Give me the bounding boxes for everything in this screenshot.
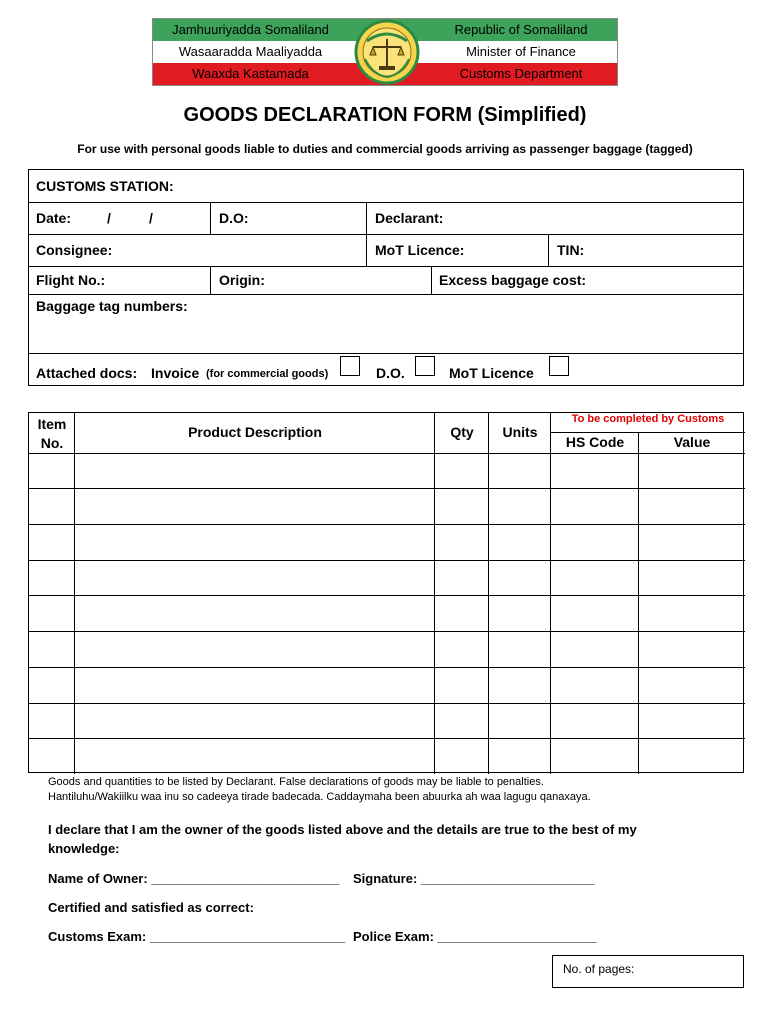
consignee-label: Consignee:	[36, 242, 113, 258]
header-left-line-1: Jamhuuriyadda Somaliland	[172, 22, 329, 37]
attached-docs-row	[28, 353, 744, 386]
declarant-label: Declarant:	[375, 210, 444, 226]
excess-baggage-label: Excess baggage cost:	[439, 272, 587, 288]
origin-label: Origin:	[219, 272, 265, 288]
mot-licence-field[interactable]	[366, 234, 549, 267]
header-banner	[152, 18, 618, 86]
flight-no-label: Flight No.:	[36, 272, 106, 288]
qty-header: Qty	[450, 424, 474, 440]
table-row[interactable]	[29, 489, 745, 524]
customs-exam-field[interactable]: Customs Exam: ___________________________	[48, 929, 346, 944]
date-label: Date:	[36, 210, 72, 226]
table-row[interactable]	[29, 525, 745, 560]
name-of-owner-field[interactable]: Name of Owner: __________________________	[48, 871, 340, 886]
customs-station-field[interactable]	[28, 169, 744, 203]
invoice-checkbox[interactable]	[340, 356, 360, 376]
date-separator-1: /	[107, 210, 111, 226]
date-separator-2: /	[149, 210, 153, 226]
table-row[interactable]	[29, 704, 745, 738]
police-exam-field[interactable]: Police Exam: ______________________	[353, 929, 597, 944]
declaration-statement-line-1: I declare that I am the owner of the goods listed above and the details are true to the best of my	[48, 822, 637, 837]
note-somali: Hantiluhu/Wakiilku waa inu so cadeeya tirade badecada. Caddaymaha been abuurka ah waa lagugu qanaxaya.	[48, 791, 591, 803]
baggage-tags-field[interactable]	[28, 294, 744, 354]
do-label: D.O:	[219, 210, 249, 226]
goods-table	[28, 412, 744, 773]
customs-only-note: To be completed by Customs	[571, 413, 725, 425]
mot-licence-checkbox[interactable]	[549, 356, 569, 376]
date-field[interactable]	[28, 202, 211, 235]
no-of-pages-label: No. of pages:	[563, 962, 635, 976]
header-left-line-2: Wasaaradda Maaliyadda	[178, 44, 323, 59]
header-right-line-3: Customs Department	[459, 66, 583, 81]
mot-doc-label: MoT Licence	[449, 365, 534, 381]
units-header: Units	[502, 424, 538, 440]
do-checkbox[interactable]	[415, 356, 435, 376]
origin-field[interactable]	[210, 266, 432, 295]
item-no-header: Item No.	[37, 416, 67, 451]
excess-baggage-field[interactable]	[431, 266, 744, 295]
note-english: Goods and quantities to be listed by Declarant. False declarations of goods may be liable to penalties.	[48, 776, 544, 788]
value-header: Value	[673, 434, 711, 450]
form-title: GOODS DECLARATION FORM (Simplified)	[183, 104, 587, 126]
table-row[interactable]	[29, 561, 745, 595]
invoice-note: (for commercial goods)	[206, 368, 329, 380]
baggage-tags-label: Baggage tag numbers:	[36, 298, 188, 314]
mot-licence-label: MoT Licence:	[375, 242, 465, 258]
hs-code-header: HS Code	[565, 434, 625, 450]
table-row[interactable]	[29, 739, 745, 773]
table-row[interactable]	[29, 668, 745, 703]
do-doc-label: D.O.	[376, 365, 405, 381]
header-left-line-3: Waaxda Kastamada	[192, 66, 309, 81]
certified-label: Certified and satisfied as correct:	[48, 900, 254, 915]
invoice-label: Invoice	[151, 365, 200, 381]
table-row[interactable]	[29, 454, 745, 488]
header-right-line-1: Republic of Somaliland	[454, 22, 588, 37]
attached-docs-label: Attached docs:	[36, 365, 138, 381]
tin-label: TIN:	[557, 242, 585, 258]
declarant-field[interactable]	[366, 202, 744, 235]
customs-station-label: CUSTOMS STATION:	[36, 178, 174, 194]
flight-no-field[interactable]	[28, 266, 211, 295]
somaliland-emblem-icon	[353, 19, 421, 85]
signature-field[interactable]: Signature: ________________________	[353, 871, 595, 886]
consignee-field[interactable]	[28, 234, 367, 267]
product-description-header: Product Description	[188, 424, 322, 440]
header-right-line-2: Minister of Finance	[466, 44, 576, 59]
tin-field[interactable]	[548, 234, 744, 267]
no-of-pages-field[interactable]	[552, 955, 744, 988]
declaration-statement-line-2: knowledge:	[48, 841, 120, 856]
table-row[interactable]	[29, 596, 745, 631]
form-subtitle: For use with personal goods liable to duties and commercial goods arriving as passenger baggage (tagged)	[77, 142, 693, 156]
do-field[interactable]	[210, 202, 367, 235]
table-row[interactable]	[29, 632, 745, 667]
